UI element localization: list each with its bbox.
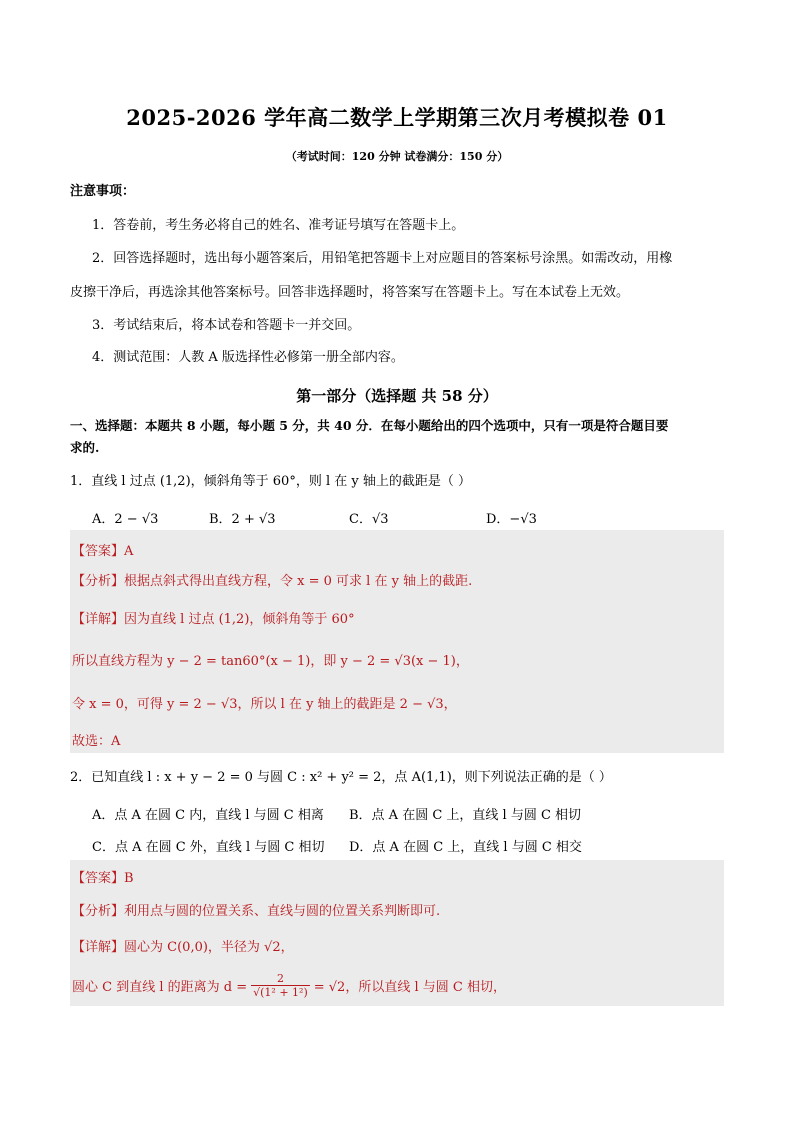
q2-step-1	[72, 972, 506, 999]
step-suffix: = √2，所以直线 l 与圆 C 相切，	[313, 980, 506, 995]
page-title: 2025-2026 学年高二数学上学期第三次月考模拟卷 01	[126, 105, 668, 130]
distance-fraction	[251, 972, 310, 999]
analysis-tag: 【分析】	[72, 574, 125, 589]
q1-option-b: B．2 + √3	[209, 512, 276, 527]
q1-conclusion: 故选：A	[72, 734, 121, 749]
q1-step-2: 令 x = 0，可得 y = 2 − √3，所以 l 在 y 轴上的截距是 2 − √3，	[72, 697, 457, 712]
section-title: 第一部分（选择题 共 58 分）	[296, 387, 498, 405]
analysis-tag: 【分析】	[72, 904, 125, 919]
detail-tag: 【详解】	[72, 940, 125, 955]
fraction-denominator: √(1² + 1²)	[253, 986, 308, 999]
q2-option-c: C．点 A 在圆 C 外，直线 l 与圆 C 相切	[92, 840, 325, 855]
q2-detail	[72, 936, 294, 955]
q2-option-a: A．点 A 在圆 C 内，直线 l 与圆 C 相离	[92, 808, 324, 823]
detail-text: 因为直线 l 过点 (1,2)，倾斜角等于 60°	[124, 612, 355, 627]
q1-answer	[72, 540, 133, 559]
detail-tag: 【详解】	[72, 612, 125, 627]
q2-answer	[72, 867, 134, 886]
note-item: 3．考试结束后，将本试卷和答题卡一并交回。	[92, 318, 361, 333]
analysis-text: 根据点斜式得出直线方程，令 x = 0 可求 l 在 y 轴上的截距.	[124, 574, 473, 589]
notes-heading: 注意事项：	[70, 184, 136, 199]
note-item: 4．测试范围：人教 A 版选择性必修第一册全部内容。	[92, 350, 404, 365]
q1-option-d: D．−√3	[486, 512, 537, 527]
analysis-text: 利用点与圆的位置关系、直线与圆的位置关系判断即可.	[124, 904, 441, 919]
note-item: 皮擦干净后，再选涂其他答案标号。回答非选择题时，将答案写在答题卡上。写在本试卷上无效。	[70, 285, 630, 300]
answer-tag: 【答案】	[72, 871, 125, 886]
page-subtitle: （考试时间：120 分钟 试卷满分：150 分）	[285, 150, 509, 163]
question-2-stem: 2．已知直线 l : x + y − 2 = 0 与圆 C : x² + y² = 2，点 A(1,1)，则下列说法正确的是（ ）	[70, 770, 612, 785]
step-prefix: 圆心 C 到直线 l 的距离为 d =	[72, 980, 248, 995]
answer-value: B	[124, 871, 134, 886]
note-item: 2．回答选择题时，选出每小题答案后，用铅笔把答题卡上对应题目的答案标号涂黑。如需改动，用橡	[92, 251, 673, 266]
q1-solution-box	[70, 530, 724, 753]
answer-tag: 【答案】	[72, 544, 125, 559]
q1-option-a: A．2 − √3	[92, 512, 159, 527]
q2-analysis	[72, 900, 440, 919]
section-intro-cont: 求的.	[70, 440, 100, 455]
note-item: 1．答卷前，考生务必将自己的姓名、准考证号填写在答题卡上。	[92, 218, 465, 233]
question-1-stem: 1．直线 l 过点 (1,2)，倾斜角等于 60°，则 l 在 y 轴上的截距是（ ）	[70, 474, 471, 489]
q2-option-d: D．点 A 在圆 C 上，直线 l 与圆 C 相交	[349, 840, 582, 855]
fraction-numerator: 2	[276, 972, 284, 985]
q1-detail	[72, 608, 355, 627]
detail-text: 圆心为 C(0,0)，半径为 √2，	[124, 940, 294, 955]
q1-step-1: 所以直线方程为 y − 2 = tan60°(x − 1)，即 y − 2 = √3(x − 1)，	[72, 654, 469, 669]
section-intro: 一、选择题：本题共 8 小题，每小题 5 分，共 40 分．在每小题给出的四个选项中，只有一项是符合题目要	[70, 418, 669, 433]
q1-analysis	[72, 570, 472, 589]
q2-option-b: B．点 A 在圆 C 上，直线 l 与圆 C 相切	[349, 808, 582, 823]
answer-value: A	[124, 544, 134, 559]
q1-option-c: C．√3	[349, 512, 389, 527]
